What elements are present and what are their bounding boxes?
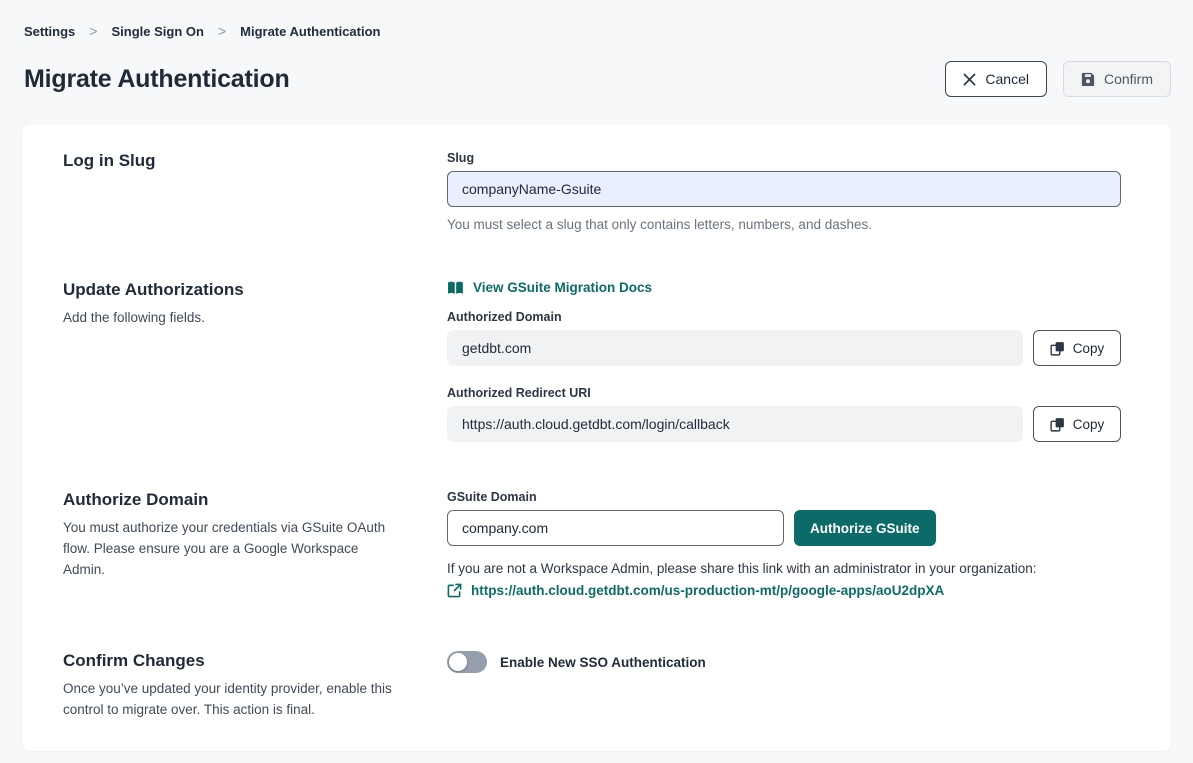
update-authorizations-description: Add the following fields. <box>63 310 205 325</box>
enable-sso-toggle-label: Enable New SSO Authentication <box>500 654 706 670</box>
copy-button-label: Copy <box>1072 416 1105 432</box>
section-authorize-domain <box>63 490 1121 603</box>
copy-button-label: Copy <box>1072 340 1105 356</box>
authorize-domain-heading: Authorize Domain <box>63 490 209 509</box>
authorized-domain-label: Authorized Domain <box>447 310 562 324</box>
section-login-slug-right <box>447 151 1121 232</box>
close-icon <box>963 73 976 86</box>
toggle-knob <box>449 653 467 671</box>
breadcrumb-settings[interactable]: Settings <box>24 23 76 39</box>
section-authorize-domain-right <box>447 490 1121 603</box>
admin-share-link[interactable] <box>447 583 944 598</box>
copy-authorized-domain-button[interactable] <box>1033 330 1121 366</box>
section-confirm-changes-left <box>63 651 447 720</box>
section-update-authorizations <box>63 280 1121 442</box>
section-update-authorizations-right <box>447 280 1121 442</box>
authorized-domain-input[interactable] <box>447 330 1023 366</box>
save-icon <box>1081 72 1095 86</box>
confirm-button[interactable] <box>1063 61 1171 97</box>
header-actions <box>945 61 1171 97</box>
enable-sso-toggle[interactable] <box>447 651 487 673</box>
authorized-domain-row <box>447 330 1121 366</box>
section-authorize-domain-left <box>63 490 447 603</box>
settings-card <box>22 125 1171 751</box>
slug-label: Slug <box>447 151 475 165</box>
slug-helper-text: You must select a slug that only contains letters, numbers, and dashes. <box>447 217 872 232</box>
workspace-admin-note: If you are not a Workspace Admin, please share this link with an administrator in your organization: <box>447 561 1037 576</box>
authorize-domain-description: You must authorize your credentials via GSuite OAuth flow. Please ensure you are a Google Workspace Admin. <box>63 520 386 577</box>
copy-redirect-uri-button[interactable] <box>1033 406 1121 442</box>
page-title: Migrate Authentication <box>24 64 290 93</box>
section-confirm-changes <box>63 651 1121 720</box>
external-link-icon <box>447 583 462 598</box>
gsuite-migration-docs-link-label: View GSuite Migration Docs <box>473 280 653 295</box>
enable-sso-toggle-row <box>447 651 1121 673</box>
breadcrumb-migrate-authentication: Migrate Authentication <box>240 23 381 39</box>
book-icon <box>447 281 464 295</box>
redirect-uri-label: Authorized Redirect URI <box>447 386 591 400</box>
breadcrumb <box>0 0 1193 39</box>
redirect-uri-input[interactable] <box>447 406 1023 442</box>
copy-icon <box>1050 341 1065 356</box>
section-login-slug <box>63 151 1121 232</box>
confirm-changes-description: Once you’ve updated your identity provider, enable this control to migrate over. This action is final. <box>63 681 392 717</box>
redirect-uri-row <box>447 406 1121 442</box>
gsuite-domain-input[interactable] <box>447 510 784 546</box>
gsuite-domain-label: GSuite Domain <box>447 490 537 504</box>
confirm-button-label: Confirm <box>1103 71 1153 87</box>
chevron-right-icon: > <box>217 23 227 39</box>
page-header <box>0 39 1193 97</box>
gsuite-migration-docs-link[interactable] <box>447 280 652 295</box>
breadcrumb-single-sign-on[interactable]: Single Sign On <box>111 23 204 39</box>
confirm-changes-heading: Confirm Changes <box>63 651 205 670</box>
section-confirm-changes-right <box>447 651 1121 720</box>
chevron-right-icon: > <box>89 23 98 39</box>
login-slug-heading: Log in Slug <box>63 151 156 170</box>
admin-share-link-label: https://auth.cloud.getdbt.com/us-production-mt/p/google-apps/aoU2dpXA <box>471 583 945 598</box>
copy-icon <box>1050 417 1065 432</box>
gsuite-domain-row <box>447 510 1121 546</box>
section-login-slug-left <box>63 151 447 232</box>
update-authorizations-heading: Update Authorizations <box>63 280 244 299</box>
authorize-gsuite-button[interactable]: Authorize GSuite <box>794 510 936 546</box>
cancel-button-label: Cancel <box>985 71 1029 87</box>
cancel-button[interactable] <box>945 61 1047 97</box>
slug-input[interactable] <box>447 171 1121 207</box>
section-update-authorizations-left <box>63 280 447 442</box>
